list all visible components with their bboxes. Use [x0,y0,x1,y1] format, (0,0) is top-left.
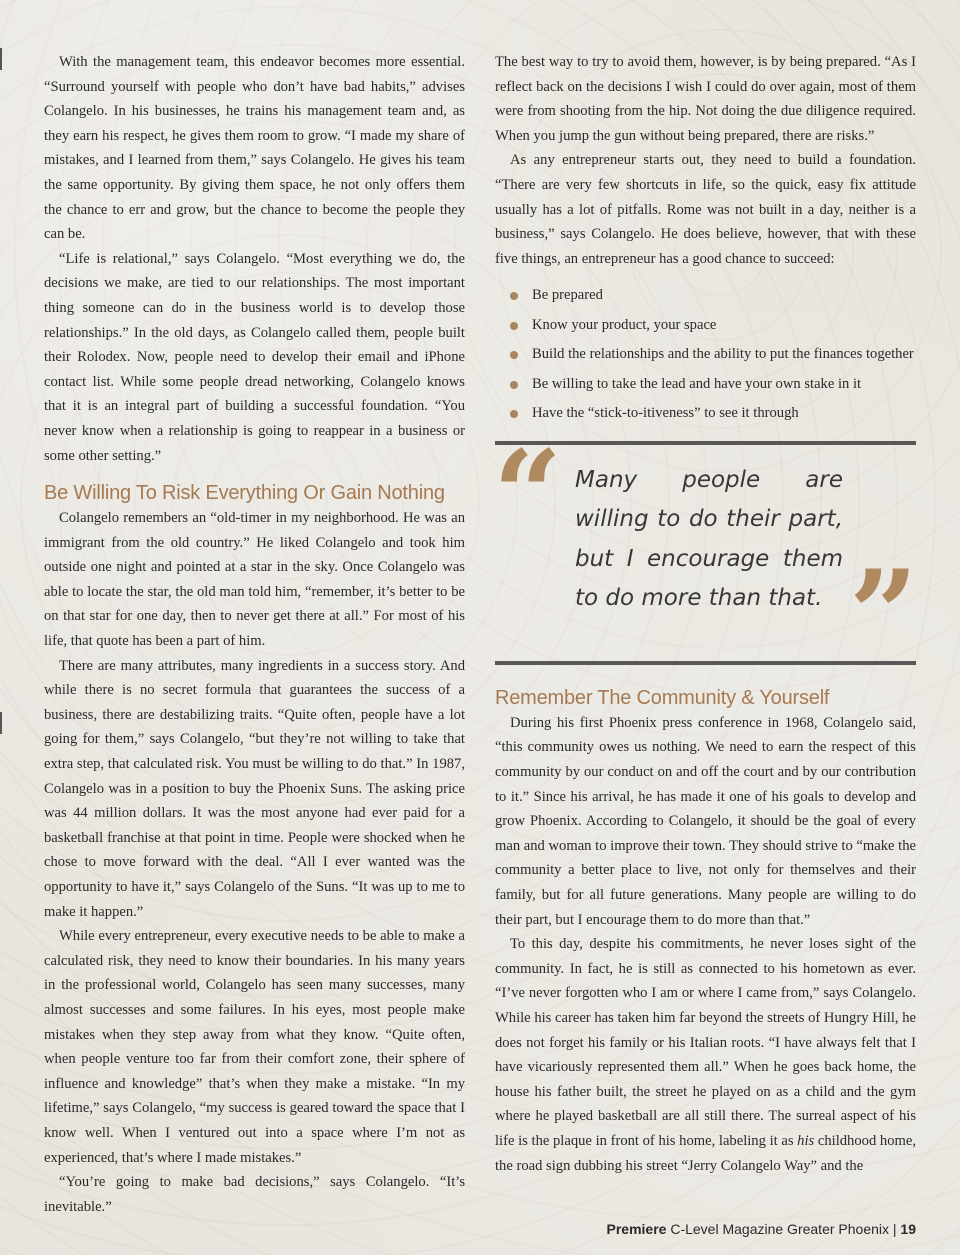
body-paragraph: The best way to try to avoid them, however, is by being prepared. “As I reflect back on the decisions I wish I could do over again, most of them were from shooting from the hip. Not doing the due diligence required. When you jump the gun without being prepared, there are risks.” [495,54,916,144]
body-paragraph: With the management team, this endeavor becomes more essential. “Surround yourself with people who don’t have bad habits,” advises Colangelo. In his businesses, he trains his management team and, as they earn his respect, he gives them room to grow. “I made my share of mistakes, and I learned from them,” says Colangelo. He gives his team the same opportunity. By giving them space, he not only offers them the chance to err and grow, but the chance to become the people they can be. [44,54,465,243]
success-factors-list [495,281,916,429]
close-quote-icon: ” [848,543,918,685]
page-footer [607,1221,917,1237]
bullet-icon [510,410,518,418]
right-column [495,50,916,1178]
footer-separator: | [889,1221,901,1237]
body-paragraph: “Life is relational,” says Colangelo. “Most everything we do, the decisions we make, are tied to our relationships. The most important thing someone can do in the business world is to develop those relationships.” In the old days, as Colangelo called them, people built their Rolodex. Now, people need to develop their email and iPhone contact list. While some people dread networking, Colangelo knows that it is an integral part of building a successful foundation. “You never know when a relationship is going to reappear in a business or some other setting.” [44,250,465,464]
list-item: Be prepared [495,281,916,311]
body-paragraph: Colangelo remembers an “old-timer in my neighborhood. He was an immigrant from the old country.” He liked Colangelo and took him outside one night and pointed at a star in the sky. Once Colangelo was able to locate the star, the old man told him, “remember, it’s better to be on that star for one day, then to never get there at all.” For most of his life, that quote has been a part of him. [44,510,465,650]
section-heading-community: Remember The Community & Yourself [495,686,830,709]
crop-mark [0,48,2,70]
section-heading-risk: Be Willing To Risk Everything Or Gain Nothing [44,482,445,505]
page-number: 19 [900,1221,916,1237]
bullet-icon [510,351,518,359]
list-item: Know your product, your space [495,311,916,341]
list-item: Have the “stick-to-itiveness” to see it through [495,399,916,429]
bullet-icon [510,292,518,300]
body-paragraph: During his first Phoenix press conference in 1968, Colangelo said, “this community owes us nothing. We need to earn the respect of this community by our conduct on and off the court and by our contribution to it.” Since his arrival, he has made it one of his goals to develop and grow Phoenix. According to Colangelo, it should be the goal of every man and woman to improve their town. They should strive to “make the community a better place to live, not only for themselves and their family, but for all future generations. Many people are willing to do their part, but I encourage them to do more than that.” [495,714,916,928]
body-paragraph: As any entrepreneur starts out, they need to build a foundation. “There are very few shortcuts in life, so the quick, easy fix attitude usually has a lot of pitfalls. Rome was not built in a day, neither is a business,” says Colangelo. He does believe, however, that with these five things, an entrepreneur has a good chance to succeed: [495,152,916,267]
footer-publication: C-Level Magazine Greater Phoenix [666,1221,889,1237]
open-quote-icon: “ [493,423,563,565]
body-paragraph: “You’re going to make bad decisions,” says Colangelo. “It’s inevitable.” [44,1174,465,1215]
list-item: Be willing to take the lead and have your own stake in it [495,370,916,400]
bullet-icon [510,381,518,389]
body-paragraph: While every entrepreneur, every executive needs to be able to make a calculated risk, they need to know their boundaries. In his many years in the professional world, Colangelo has seen many successes, many almost successes and some failures. In his eyes, most people make mistakes when they step away from what they know. “Quite often, when people venture too far from their comfort zone, their sphere of influence and knowledge” that’s when they make a mistake. “In my lifetime,” says Colangelo, “my success is geared toward the space that I know well. When I ventured out into a space where I’m not as experienced, that’s where I made mistakes.” [44,928,465,1166]
body-paragraph: There are many attributes, many ingredients in a success story. And while there is no secret formula that guarantees the success of a business, there are destabilizing traits. “Quite often, people have a lot going for them,” says Colangelo, “but they’re not willing to take that extra step, that calculated risk. You must be willing to do that.” In 1987, Colangelo was in a position to buy the Phoenix Suns. The asking price was 44 million dollars. It was the most anyone had ever paid for a basketball franchise at that point in time. People were shocked when he chose to move forward with the deal. “All I ever wanted was the opportunity to have it,” says Colangelo of the Suns. “It was up to me to make it happen.” [44,657,465,920]
bullet-icon [510,322,518,330]
body-paragraph: To this day, despite his commitments, he never loses sight of the community. In fact, he is still as connected to his hometown as ever. “I’ve never forgotten who I am or where I came from,” says Colangelo. While his career has taken him far beyond the streets of Hungry Hill, he does not forget his family or his Italian roots. “I have always felt that I have vicariously represented them all.” When he goes back home, the house his father built, the street he played on as a child and the gym where he played basketball are all still there. The surreal aspect of his life is the plaque in front of his home, labeling it as his childhood home, the road sign dubbing his street “Jerry Colangelo Way” and the [495,936,916,1174]
left-column [44,50,465,1219]
crop-mark [0,712,2,734]
footer-brand: Premiere [606,1221,667,1237]
pull-quote-text: Many people are willing to do their part, but I encourage them to do more than that. [575,466,843,612]
pull-quote [493,423,918,685]
list-item: Build the relationships and the ability to put the finances together [495,340,916,370]
